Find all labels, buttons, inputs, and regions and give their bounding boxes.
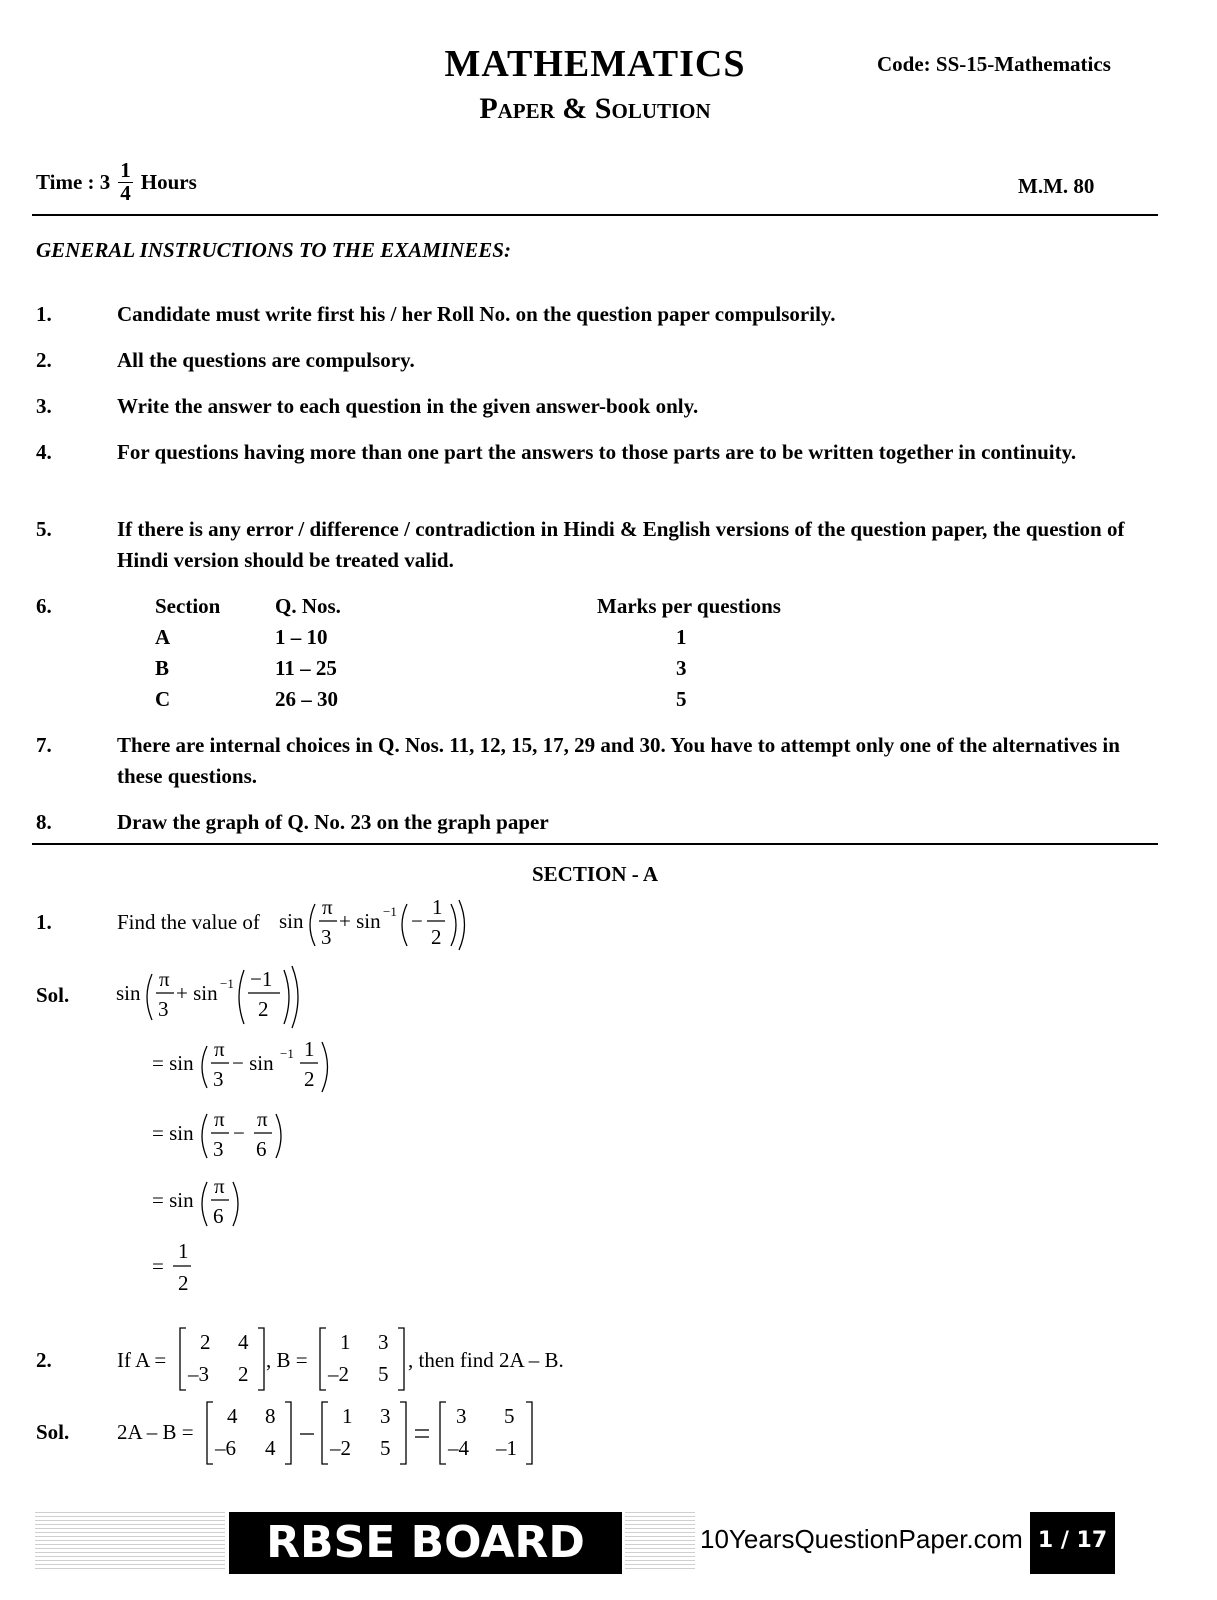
- question-text: Find the value of: [117, 910, 260, 934]
- svg-text:3: 3: [213, 1137, 224, 1161]
- website-link[interactable]: 10YearsQuestionPaper.com: [700, 1524, 1023, 1554]
- instruction-num: 1.: [36, 302, 52, 326]
- time-label: Time : 3: [36, 169, 111, 194]
- table-cell: C: [155, 687, 171, 711]
- matrix-cell: –4: [448, 1436, 469, 1460]
- footer-decoration: [625, 1512, 695, 1570]
- divider: [32, 843, 1158, 845]
- time-unit: Hours: [140, 169, 197, 194]
- matrix-a: [178, 1326, 266, 1392]
- svg-text:+ sin: + sin: [176, 981, 218, 1005]
- instruction-num: 7.: [36, 733, 52, 757]
- instruction-num: 8.: [36, 810, 52, 834]
- instruction-text: Write the answer to each question in the given answer-book only.: [117, 394, 699, 418]
- instruction-text: There are internal choices in Q. Nos. 11, 12, 15, 17, 29 and 30. You have to attempt only one of the alternatives in these questions.: [117, 733, 1120, 788]
- page-subtitle: Paper & Solution: [479, 92, 711, 125]
- matrix-2a: [205, 1400, 293, 1466]
- matrix-result: [438, 1400, 534, 1466]
- matrix-cell: 4: [227, 1404, 238, 1428]
- svg-text:π: π: [214, 1107, 225, 1131]
- instruction-text: For questions having more than one part the answers to those parts are to be written together in continuity.: [117, 440, 1077, 464]
- time-frac-den: 4: [120, 181, 131, 205]
- svg-text:2: 2: [178, 1271, 189, 1295]
- max-marks: M.M. 80: [1018, 174, 1095, 198]
- question-number: 2.: [36, 1348, 52, 1372]
- time-fraction: [118, 160, 133, 204]
- page-number: 1 / 17: [1030, 1512, 1115, 1574]
- svg-text:= sin: = sin: [152, 1188, 194, 1212]
- matrix-cell: 2: [200, 1330, 211, 1354]
- table-header-qnos: Q. Nos.: [275, 594, 341, 618]
- q2-sol-prefix: 2A – B =: [117, 1420, 194, 1444]
- matrix-cell: –6: [215, 1436, 236, 1460]
- svg-text:−: −: [411, 909, 423, 933]
- svg-text:−1: −1: [220, 976, 234, 991]
- svg-text:= sin: = sin: [152, 1051, 194, 1075]
- table-cell: 26 – 30: [275, 687, 338, 711]
- svg-text:1: 1: [432, 895, 443, 919]
- matrix-b-sol: [320, 1400, 408, 1466]
- question-number: 1.: [36, 910, 52, 934]
- table-cell: 1: [676, 625, 687, 649]
- matrix-cell: 1: [342, 1404, 353, 1428]
- matrix-cell: 5: [378, 1362, 389, 1386]
- svg-text:−1: −1: [280, 1046, 294, 1061]
- svg-text:sin: sin: [279, 909, 304, 933]
- svg-text:1: 1: [304, 1037, 315, 1061]
- svg-text:1: 1: [178, 1239, 189, 1263]
- instruction-text: Draw the graph of Q. No. 23 on the graph paper: [117, 810, 549, 834]
- svg-text:=: =: [152, 1254, 164, 1278]
- q2-prefix: If A =: [117, 1348, 167, 1372]
- instruction-num: 2.: [36, 348, 52, 372]
- instruction-num: 6.: [36, 594, 52, 618]
- svg-text:− sin: − sin: [232, 1051, 274, 1075]
- svg-text:2: 2: [258, 997, 269, 1021]
- instruction-text: Candidate must write first his / her Roll No. on the question paper compulsorily.: [117, 302, 836, 326]
- instruction-num: 4.: [36, 440, 52, 464]
- matrix-cell: –2: [330, 1436, 351, 1460]
- solution-label: Sol.: [36, 1420, 70, 1444]
- svg-text:π: π: [257, 1107, 268, 1131]
- svg-text:6: 6: [256, 1137, 267, 1161]
- matrix-cell: –3: [188, 1362, 209, 1386]
- matrix-cell: 4: [238, 1330, 249, 1354]
- instructions-heading: GENERAL INSTRUCTIONS TO THE EXAMINEES:: [36, 238, 511, 262]
- svg-text:3: 3: [213, 1067, 224, 1091]
- matrix-cell: 5: [380, 1436, 391, 1460]
- matrix-cell: 1: [340, 1330, 351, 1354]
- solution-label: Sol.: [36, 983, 70, 1007]
- footer-decoration: [35, 1512, 225, 1570]
- divider: [32, 214, 1158, 216]
- q1-solution: [112, 960, 352, 1300]
- matrix-cell: 4: [265, 1436, 276, 1460]
- table-cell: A: [155, 625, 171, 649]
- matrix-cell: 3: [378, 1330, 389, 1354]
- q2-suffix: , then find 2A – B.: [408, 1348, 564, 1372]
- paper-code: Code: SS-15-Mathematics: [877, 52, 1111, 76]
- q2-mid: , B =: [266, 1348, 308, 1372]
- matrix-cell: 3: [380, 1404, 391, 1428]
- time-frac-num: 1: [120, 158, 131, 182]
- table-cell: 11 – 25: [275, 656, 337, 680]
- matrix-cell: 5: [504, 1404, 515, 1428]
- matrix-cell: 8: [265, 1404, 276, 1428]
- svg-text:6: 6: [213, 1204, 224, 1228]
- page-title: MATHEMATICS: [444, 43, 746, 85]
- table-cell: 1 – 10: [275, 625, 328, 649]
- table-cell: B: [155, 656, 170, 680]
- table-header-marks: Marks per questions: [597, 594, 781, 618]
- matrix-cell: 2: [238, 1362, 249, 1386]
- table-header-section: Section: [155, 594, 221, 618]
- svg-text:π: π: [322, 895, 333, 919]
- instruction-num: 5.: [36, 517, 52, 541]
- svg-text:−1: −1: [383, 904, 397, 919]
- board-banner: RBSE BOARD: [229, 1512, 622, 1574]
- matrix-cell: –1: [496, 1436, 517, 1460]
- svg-text:sin: sin: [116, 981, 141, 1005]
- svg-text:+ sin: + sin: [339, 909, 381, 933]
- time-allowed: [36, 160, 197, 204]
- svg-text:−1: −1: [250, 967, 273, 991]
- table-cell: 3: [676, 656, 687, 680]
- table-cell: 5: [676, 687, 687, 711]
- svg-text:π: π: [214, 1037, 225, 1061]
- matrix-cell: –2: [328, 1362, 349, 1386]
- matrix-cell: 3: [456, 1404, 467, 1428]
- instruction-text: If there is any error / difference / contradiction in Hindi & English versions of the question paper, the question of Hindi version should be treated valid.: [117, 517, 1125, 572]
- matrix-b: [318, 1326, 406, 1392]
- equals-sign: [411, 1420, 435, 1444]
- section-heading: SECTION - A: [531, 862, 659, 886]
- svg-text:2: 2: [304, 1067, 315, 1091]
- svg-text:= sin: = sin: [152, 1121, 194, 1145]
- svg-text:π: π: [214, 1174, 225, 1198]
- instruction-num: 3.: [36, 394, 52, 418]
- svg-text:−: −: [233, 1121, 245, 1145]
- instruction-text: All the questions are compulsory.: [117, 348, 415, 372]
- svg-text:3: 3: [321, 925, 332, 949]
- svg-text:3: 3: [158, 997, 169, 1021]
- svg-text:2: 2: [431, 925, 442, 949]
- minus-sign: [296, 1420, 320, 1444]
- q1-expression: [275, 890, 485, 960]
- svg-text:π: π: [159, 967, 170, 991]
